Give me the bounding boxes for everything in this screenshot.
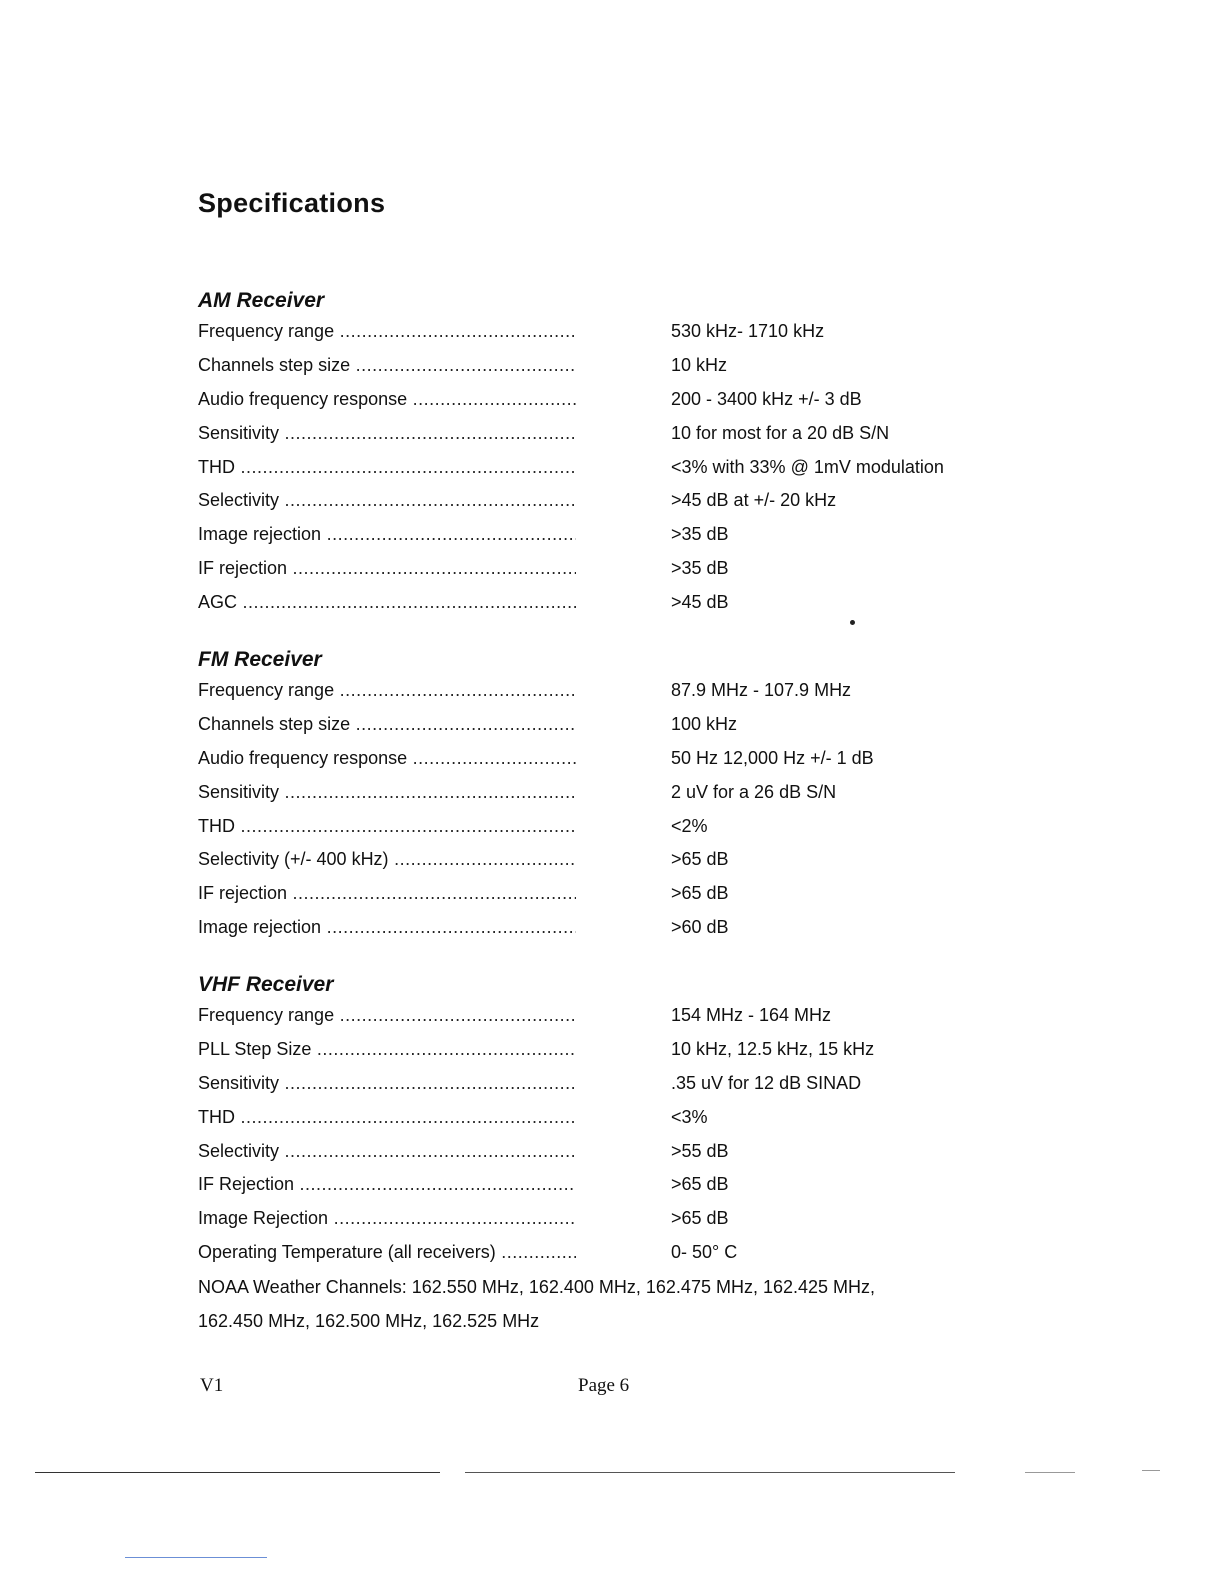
scan-rule <box>35 1472 440 1473</box>
spec-row <box>198 912 1018 946</box>
spec-row <box>198 878 1018 912</box>
spec-label: THD ..... <box>198 452 576 482</box>
spec-label: Audio frequency response ..... <box>198 384 576 414</box>
spec-label: Sensitivity ..... <box>198 418 576 448</box>
spec-label: Channels step size ..... <box>198 350 576 380</box>
spec-row <box>198 1102 1018 1136</box>
spec-value: >35 dB <box>671 558 729 579</box>
spec-value: 50 Hz 12,000 Hz +/- 1 dB <box>671 747 874 768</box>
spec-value: >55 dB <box>671 1140 729 1161</box>
spec-value: 2 uV for a 26 dB S/N <box>671 781 837 802</box>
scan-rule <box>125 1557 267 1558</box>
spec-value: .35 uV for 12 dB SINAD <box>671 1072 862 1093</box>
spec-row <box>198 709 1018 743</box>
spec-label: Frequency range ..... <box>198 1000 576 1030</box>
spec-value: 10 for most for a 20 dB S/N <box>671 422 890 443</box>
am-receiver-section <box>198 286 1018 621</box>
spec-label: Sensitivity ..... <box>198 777 576 807</box>
noaa-line-2: 162.450 MHz, 162.500 MHz, 162.525 MHz <box>198 1311 540 1331</box>
spec-row <box>198 1068 1018 1102</box>
spec-row <box>198 587 1018 621</box>
spec-label: PLL Step Size ..... <box>198 1034 576 1064</box>
noaa-line-1: NOAA Weather Channels: 162.550 MHz, 162.400 MHz, 162.475 MHz, 162.425 MHz, <box>198 1277 876 1297</box>
spec-value: 10 kHz <box>671 354 728 375</box>
spec-row <box>198 1237 1018 1271</box>
spec-row <box>198 316 1018 350</box>
spec-label: Selectivity (+/- 400 kHz) ..... <box>198 844 576 874</box>
noaa-weather-channels <box>198 1270 958 1338</box>
spec-row <box>198 675 1018 709</box>
spec-row <box>198 1169 1018 1203</box>
spec-row <box>198 485 1018 519</box>
spec-label: Image rejection ..... <box>198 519 576 549</box>
spec-label: Channels step size ..... <box>198 709 576 739</box>
scan-rule <box>1142 1470 1160 1471</box>
spec-row <box>198 844 1018 878</box>
spec-value: >60 dB <box>671 917 729 938</box>
spec-value: >65 dB <box>671 849 729 870</box>
spec-row <box>198 811 1018 845</box>
spec-value: 154 MHz - 164 MHz <box>671 1005 832 1025</box>
section-heading: FM Receiver <box>198 648 322 671</box>
spec-value: <3% <box>671 1106 708 1127</box>
spec-label: Selectivity ..... <box>198 1136 576 1166</box>
spec-label: IF Rejection ..... <box>198 1169 576 1199</box>
spec-row <box>198 1034 1018 1068</box>
spec-label: IF rejection ..... <box>198 878 576 908</box>
spec-label: Image Rejection ..... <box>198 1203 576 1233</box>
spec-value: 200 - 3400 kHz +/- 3 dB <box>671 388 862 409</box>
spec-row <box>198 519 1018 553</box>
footer-page-number: Page 6 <box>578 1375 630 1396</box>
spec-row <box>198 1000 1018 1034</box>
spec-label: IF rejection ..... <box>198 553 576 583</box>
spec-value: 87.9 MHz - 107.9 MHz <box>671 680 852 700</box>
fm-receiver-section <box>198 645 1018 946</box>
spec-label: THD ..... <box>198 1102 576 1132</box>
spec-label: AGC ..... <box>198 587 576 617</box>
scan-speck <box>850 620 855 625</box>
scan-rule <box>1025 1472 1075 1473</box>
spec-row <box>198 1203 1018 1237</box>
spec-row <box>198 384 1018 418</box>
footer-version: V1 <box>200 1375 224 1396</box>
spec-label: THD ..... <box>198 811 576 841</box>
spec-value: >45 dB <box>671 592 729 613</box>
spec-row <box>198 777 1018 811</box>
spec-value: 0- 50° C <box>671 1242 738 1263</box>
spec-row <box>198 743 1018 777</box>
spec-label: Image rejection ..... <box>198 912 576 942</box>
spec-value: 530 kHz- 1710 kHz <box>671 321 825 341</box>
scan-rule <box>465 1472 955 1473</box>
spec-value: >45 dB at +/- 20 kHz <box>671 490 837 511</box>
spec-value: 100 kHz <box>671 713 738 734</box>
spec-value: 10 kHz, 12.5 kHz, 15 kHz <box>671 1038 875 1059</box>
spec-row <box>198 553 1018 587</box>
spec-value: <3% with 33% @ 1mV modulation <box>671 456 944 477</box>
spec-row <box>198 350 1018 384</box>
spec-label: Operating Temperature (all receivers) ..... <box>198 1237 576 1267</box>
spec-value: >65 dB <box>671 883 729 904</box>
spec-value: >65 dB <box>671 1174 729 1195</box>
spec-value: >35 dB <box>671 524 729 545</box>
spec-label: Audio frequency response ..... <box>198 743 576 773</box>
spec-row <box>198 1136 1018 1170</box>
spec-value: >65 dB <box>671 1208 729 1229</box>
spec-label: Sensitivity ..... <box>198 1068 576 1098</box>
spec-label: Selectivity ..... <box>198 485 576 515</box>
section-heading: VHF Receiver <box>198 973 334 996</box>
page-title: Specifications <box>198 188 386 218</box>
spec-row <box>198 452 1018 486</box>
spec-value: <2% <box>671 815 708 836</box>
spec-label: Frequency range ..... <box>198 675 576 705</box>
section-heading: AM Receiver <box>198 289 325 312</box>
spec-label: Frequency range ..... <box>198 316 576 346</box>
spec-row <box>198 418 1018 452</box>
vhf-receiver-section <box>198 970 1018 1271</box>
